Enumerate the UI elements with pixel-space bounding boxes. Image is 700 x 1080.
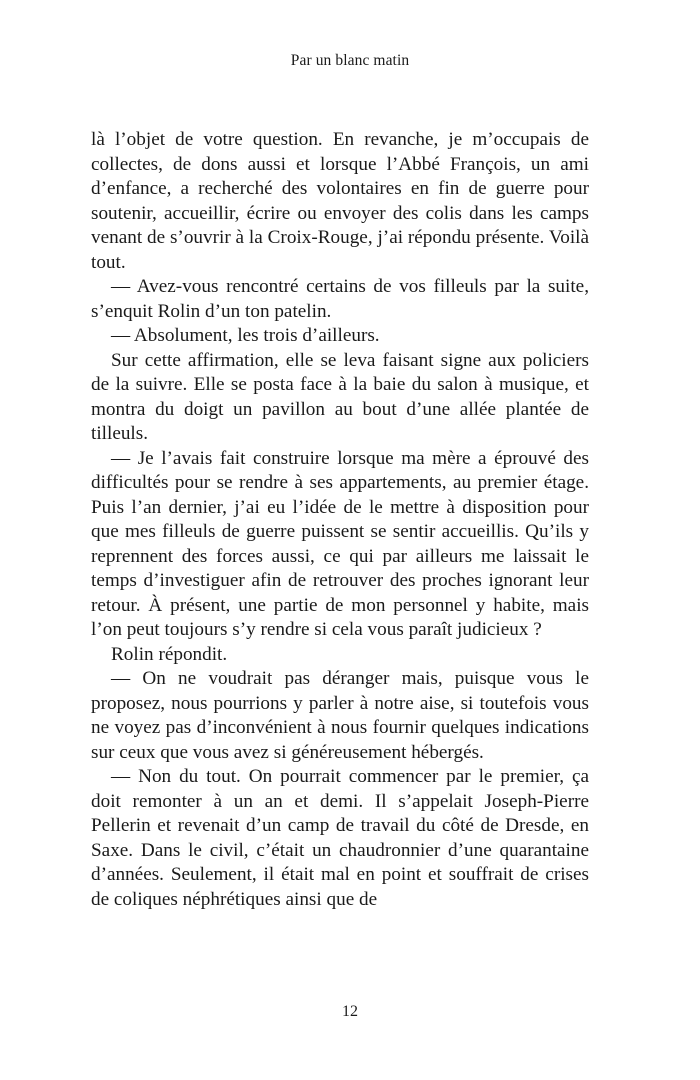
paragraph: Rolin répondit. (111, 643, 228, 665)
paragraph: Sur cette affirmation, elle se leva faisant signe aux policiers de la suivre. Elle se posta face à la baie du salon à musique, et montra du doigt un pavillon au bout d’une allée plantée de tilleuls. (91, 349, 589, 444)
paragraph: — Je l’avais fait construire lorsque ma mère a éprouvé des difficultés pour se rendre à ses appartements, au premier étage. Puis l’an dernier, j’ai eu l’idée de le mettre à disposition pour que mes filleuls de guerre puissent se sentir accueillis. Qu’ils y reprennent des forces aussi, ce qui par ailleurs me laissait le temps d’investiguer afin de retrouver des proches ignorant leur retour. À présent, une partie de mon personnel y habite, mais l’on peut toujours s’y rendre si cela vous paraît judicieux ? (91, 447, 589, 640)
page-number: 12 (342, 1003, 358, 1020)
paragraph: là l’objet de votre question. En revanche, je m’occupais de collectes, de dons aussi et lorsque l’Abbé François, un ami d’enfance, a recherché des volontaires en fin de guerre pour soutenir, accueillir, écrire ou envoyer des colis dans les camps venant de s’ouvrir à la Croix-Rouge, j’ai répondu présente. Voilà tout. (91, 129, 589, 273)
paragraph: — Avez-vous rencontré certains de vos filleuls par la suite, s’enquit Rolin d’un ton patelin. (91, 276, 589, 322)
paragraph: — Absolument, les trois d’ailleurs. (111, 325, 380, 346)
paragraph: — Non du tout. On pourrait commencer par le premier, ça doit remonter à un an et demi. Il s’appelait Joseph-Pierre Pellerin et revenait d’un camp de travail du côté de Dresde, en Saxe. Dans le civil, c’était un chaudronnier d’une quarantaine d’années. Seulement, il était mal en point et souffrait de crises de coliques néphrétiques ainsi que de (91, 766, 589, 910)
paragraph: — On ne voudrait pas déranger mais, puisque vous le proposez, nous pourrions y parler à notre aise, si toutefois vous ne voyez pas d’inconvénient à nous fournir quelques indications sur ceux que vous avez si généreusement hébergés. (91, 668, 589, 763)
page-body (91, 128, 589, 912)
running-title: Par un blanc matin (290, 52, 410, 69)
